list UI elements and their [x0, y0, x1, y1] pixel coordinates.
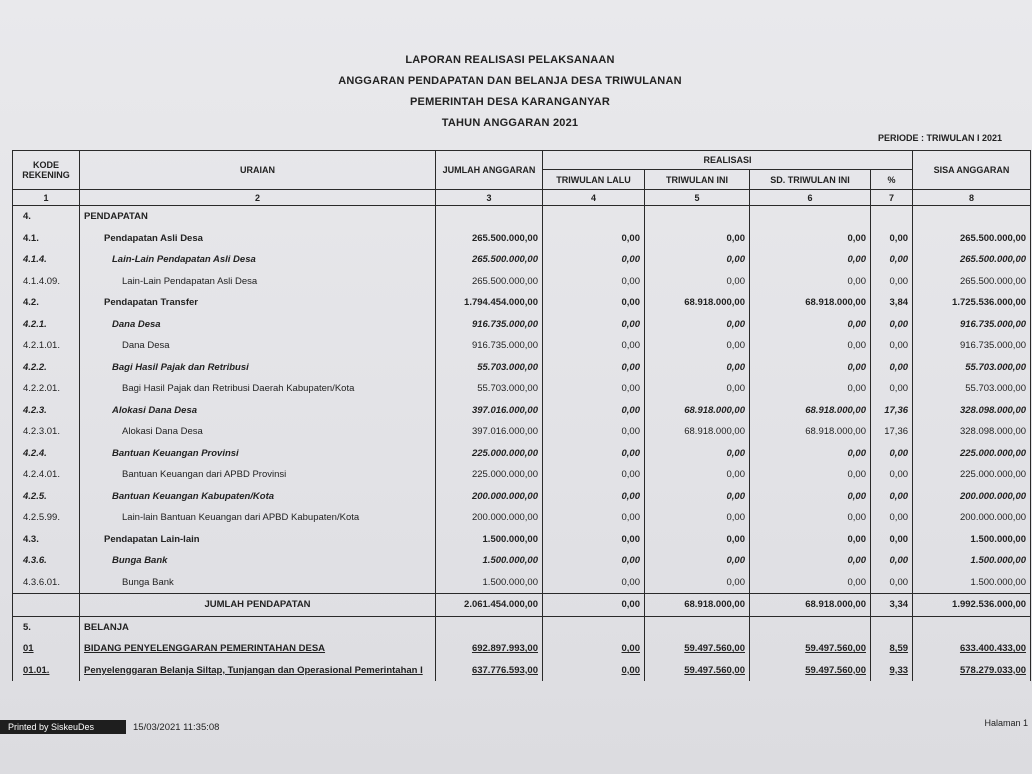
cell-jumlah: 225.000.000,00: [436, 464, 543, 486]
cell-lalu: 0,00: [543, 464, 645, 486]
cell-ini: 0,00: [645, 529, 750, 551]
cell-sisa: 200.000.000,00: [913, 507, 1031, 529]
periode-label: PERIODE : TRIWULAN I 2021: [877, 133, 1002, 143]
cell-sisa: 200.000.000,00: [913, 486, 1031, 508]
header-sd-triwulan-ini: SD. TRIWULAN INI: [750, 170, 871, 190]
table-row: [13, 464, 1031, 486]
cell-ini: 0,00: [645, 271, 750, 293]
cell-sd: 0,00: [750, 378, 871, 400]
cell-lalu: 0,00: [543, 292, 645, 314]
cell-sisa: 1.500.000,00: [913, 550, 1031, 572]
cell-ini: 0,00: [645, 550, 750, 572]
header-col-number: 6: [750, 190, 871, 206]
header-col-number: 4: [543, 190, 645, 206]
table-row: [13, 400, 1031, 422]
cell-lalu: 0,00: [543, 486, 645, 508]
cell-sisa: 265.500.000,00: [913, 249, 1031, 271]
cell-sd: 68.918.000,00: [750, 400, 871, 422]
cell-sd: 59.497.560,00: [750, 638, 871, 660]
cell-jumlah: 200.000.000,00: [436, 486, 543, 508]
cell-ini: 0,00: [645, 378, 750, 400]
cell-jumlah: 1.500.000,00: [436, 572, 543, 594]
cell-pct: 17,36: [871, 400, 913, 422]
cell-sd: 0,00: [750, 464, 871, 486]
cell-uraian: Bunga Bank: [80, 572, 436, 594]
cell-sd: 0,00: [750, 572, 871, 594]
cell-pct: 0,00: [871, 464, 913, 486]
cell-uraian: Bantuan Keuangan Kabupaten/Kota: [80, 486, 436, 508]
cell-pct: 0,00: [871, 228, 913, 250]
cell-pct: 0,00: [871, 507, 913, 529]
header-col-number: 8: [913, 190, 1031, 206]
cell-sd: 0,00: [750, 335, 871, 357]
cell-ini: 0,00: [645, 464, 750, 486]
cell-lalu: 0,00: [543, 507, 645, 529]
cell-uraian: Bunga Bank: [80, 550, 436, 572]
total-label: JUMLAH PENDAPATAN: [80, 594, 436, 617]
cell-uraian: PENDAPATAN: [80, 206, 436, 228]
cell-kode: 4.2.2.01.: [13, 378, 80, 400]
cell-pct: 0,00: [871, 335, 913, 357]
cell-sd: 0,00: [750, 249, 871, 271]
cell-uraian: Bantuan Keuangan dari APBD Provinsi: [80, 464, 436, 486]
header-realisasi: REALISASI: [543, 151, 913, 170]
cell-pct: 0,00: [871, 249, 913, 271]
cell-ini: 0,00: [645, 507, 750, 529]
total-sd: 68.918.000,00: [750, 594, 871, 617]
cell-sisa: 1.500.000,00: [913, 572, 1031, 594]
report-title-line-2: ANGGARAN PENDAPATAN DAN BELANJA DESA TRIWULANAN: [338, 75, 682, 87]
cell-jumlah: 1.794.454.000,00: [436, 292, 543, 314]
printed-at: 15/03/2021 11:35:08: [133, 722, 220, 733]
cell-sd: 59.497.560,00: [750, 660, 871, 682]
cell-kode: 01.01.: [13, 660, 80, 682]
cell-ini: 68.918.000,00: [645, 292, 750, 314]
cell-uraian: Dana Desa: [80, 314, 436, 336]
cell-jumlah: 397.016.000,00: [436, 421, 543, 443]
cell-ini: 0,00: [645, 335, 750, 357]
cell-pct: 0,00: [871, 378, 913, 400]
header-col-number: 1: [13, 190, 80, 206]
cell-kode: 4.1.4.09.: [13, 271, 80, 293]
cell-sd: 0,00: [750, 228, 871, 250]
header-triwulan-lalu: TRIWULAN LALU: [543, 170, 645, 190]
table-row: [13, 660, 1031, 682]
cell-uraian: Bagi Hasil Pajak dan Retribusi Daerah Kabupaten/Kota: [80, 378, 436, 400]
cell-jumlah: 397.016.000,00: [436, 400, 543, 422]
cell-sd: 0,00: [750, 507, 871, 529]
cell-kode: 5.: [13, 616, 80, 638]
cell-jumlah: 200.000.000,00: [436, 507, 543, 529]
cell-ini: [645, 206, 750, 228]
cell-ini: [645, 616, 750, 638]
cell-jumlah: 916.735.000,00: [436, 335, 543, 357]
report-title-line-4: TAHUN ANGGARAN 2021: [441, 117, 579, 129]
cell-kode: 4.2.5.99.: [13, 507, 80, 529]
cell-kode: 4.2.4.: [13, 443, 80, 465]
cell-pct: [871, 206, 913, 228]
table-row: [13, 550, 1031, 572]
cell-jumlah: 225.000.000,00: [436, 443, 543, 465]
cell-sisa: 55.703.000,00: [913, 378, 1031, 400]
page-number: Halaman 1: [984, 718, 1028, 728]
cell-lalu: 0,00: [543, 529, 645, 551]
header-col-number: 7: [871, 190, 913, 206]
cell-lalu: 0,00: [543, 271, 645, 293]
cell-uraian: Lain-Lain Pendapatan Asli Desa: [80, 271, 436, 293]
cell-uraian: Alokasi Dana Desa: [80, 421, 436, 443]
cell-kode: 4.2.1.: [13, 314, 80, 336]
cell-kode: 01: [13, 638, 80, 660]
cell-sd: 68.918.000,00: [750, 292, 871, 314]
cell-pct: 8,59: [871, 638, 913, 660]
cell-sd: 0,00: [750, 529, 871, 551]
table-row: [13, 421, 1031, 443]
total-sisa: 1.992.536.000,00: [913, 594, 1031, 617]
cell-sisa: 265.500.000,00: [913, 228, 1031, 250]
cell-sisa: 1.500.000,00: [913, 529, 1031, 551]
cell-sd: 0,00: [750, 271, 871, 293]
cell-kode: 4.2.3.01.: [13, 421, 80, 443]
cell-sd: 0,00: [750, 486, 871, 508]
table-row: [13, 228, 1031, 250]
cell-pct: 0,00: [871, 357, 913, 379]
report-title-line-1: LAPORAN REALISASI PELAKSANAAN: [405, 54, 615, 66]
cell-pct: 0,00: [871, 486, 913, 508]
table-row: [13, 378, 1031, 400]
cell-jumlah: 1.500.000,00: [436, 529, 543, 551]
cell-kode: 4.1.4.: [13, 249, 80, 271]
cell-uraian: Penyelenggaran Belanja Siltap, Tunjangan dan Operasional Pemerintahan I: [80, 660, 436, 682]
cell-sisa: 328.098.000,00: [913, 400, 1031, 422]
cell-sd: 0,00: [750, 357, 871, 379]
cell-kode: 4.2.4.01.: [13, 464, 80, 486]
cell-jumlah: [436, 616, 543, 638]
cell-uraian: BIDANG PENYELENGGARAN PEMERINTAHAN DESA: [80, 638, 436, 660]
cell-pct: 0,00: [871, 314, 913, 336]
cell-lalu: 0,00: [543, 660, 645, 682]
cell-pct: 0,00: [871, 572, 913, 594]
cell-uraian: Bantuan Keuangan Provinsi: [80, 443, 436, 465]
cell-sisa: 55.703.000,00: [913, 357, 1031, 379]
page-footer: [0, 718, 1032, 738]
cell-sisa: 1.725.536.000,00: [913, 292, 1031, 314]
cell-uraian: Alokasi Dana Desa: [80, 400, 436, 422]
cell-pct: 9,33: [871, 660, 913, 682]
cell-sisa: 328.098.000,00: [913, 421, 1031, 443]
table-row: [13, 507, 1031, 529]
cell-sisa: 578.279.033,00: [913, 660, 1031, 682]
table-row: [13, 638, 1031, 660]
cell-pct: 0,00: [871, 529, 913, 551]
cell-uraian: Pendapatan Transfer: [80, 292, 436, 314]
cell-kode: 4.2.5.: [13, 486, 80, 508]
table-row: [13, 292, 1031, 314]
cell-kode: 4.1.: [13, 228, 80, 250]
table-row: [13, 357, 1031, 379]
cell-lalu: 0,00: [543, 400, 645, 422]
cell-jumlah: 637.776.593,00: [436, 660, 543, 682]
cell-ini: 0,00: [645, 314, 750, 336]
header-sisa: SISA ANGGARAN: [913, 151, 1031, 190]
cell-pct: [871, 616, 913, 638]
cell-ini: 0,00: [645, 249, 750, 271]
table-row: [13, 206, 1031, 228]
cell-pct: 0,00: [871, 271, 913, 293]
header-triwulan-ini: TRIWULAN INI: [645, 170, 750, 190]
cell-sisa: 225.000.000,00: [913, 464, 1031, 486]
cell-kode: 4.2.2.: [13, 357, 80, 379]
cell-ini: 68.918.000,00: [645, 400, 750, 422]
cell-lalu: 0,00: [543, 638, 645, 660]
cell-kode: 4.: [13, 206, 80, 228]
cell-jumlah: 1.500.000,00: [436, 550, 543, 572]
cell-lalu: 0,00: [543, 314, 645, 336]
total-ini: 68.918.000,00: [645, 594, 750, 617]
cell-pct: 0,00: [871, 550, 913, 572]
cell-ini: 59.497.560,00: [645, 660, 750, 682]
table-row: [13, 486, 1031, 508]
header-col-number: 5: [645, 190, 750, 206]
cell-uraian: Pendapatan Asli Desa: [80, 228, 436, 250]
realisasi-table: [12, 150, 1031, 681]
cell-uraian: Lain-Lain Pendapatan Asli Desa: [80, 249, 436, 271]
table-row: [13, 572, 1031, 594]
table-row: [13, 529, 1031, 551]
cell-sd: [750, 616, 871, 638]
cell-jumlah: 265.500.000,00: [436, 228, 543, 250]
total-pendapatan: [13, 594, 1031, 617]
cell-sisa: 633.400.433,00: [913, 638, 1031, 660]
cell-lalu: 0,00: [543, 443, 645, 465]
cell-uraian: Dana Desa: [80, 335, 436, 357]
table-row: [13, 616, 1031, 638]
cell-sd: 0,00: [750, 443, 871, 465]
cell-sisa: 916.735.000,00: [913, 335, 1031, 357]
cell-kode: 4.2.1.01.: [13, 335, 80, 357]
total-lalu: 0,00: [543, 594, 645, 617]
cell-lalu: 0,00: [543, 550, 645, 572]
cell-kode: 4.2.: [13, 292, 80, 314]
table-row: [13, 271, 1031, 293]
cell-ini: 0,00: [645, 486, 750, 508]
cell-kode: 4.2.3.: [13, 400, 80, 422]
cell-sisa: 265.500.000,00: [913, 271, 1031, 293]
table-row: [13, 314, 1031, 336]
cell-sisa: [913, 206, 1031, 228]
cell-sisa: [913, 616, 1031, 638]
cell-ini: 0,00: [645, 357, 750, 379]
cell-jumlah: 692.897.993,00: [436, 638, 543, 660]
cell-lalu: 0,00: [543, 335, 645, 357]
report-title-line-3: PEMERINTAH DESA KARANGANYAR: [410, 96, 610, 108]
cell-ini: 68.918.000,00: [645, 421, 750, 443]
header-persen: %: [871, 170, 913, 190]
cell-pct: 3,84: [871, 292, 913, 314]
pendapatan-rows: [13, 206, 1031, 594]
table-row: [13, 249, 1031, 271]
cell-lalu: [543, 616, 645, 638]
cell-lalu: 0,00: [543, 421, 645, 443]
belanja-rows: [13, 616, 1031, 681]
report-title-block: [300, 50, 720, 134]
cell-jumlah: 55.703.000,00: [436, 378, 543, 400]
printed-by-label: Printed by SiskeuDes: [0, 720, 126, 734]
cell-kode: 4.3.: [13, 529, 80, 551]
cell-kode: 4.3.6.: [13, 550, 80, 572]
cell-lalu: 0,00: [543, 378, 645, 400]
header-col-number: 3: [436, 190, 543, 206]
cell-ini: 0,00: [645, 443, 750, 465]
cell-uraian: Bagi Hasil Pajak dan Retribusi: [80, 357, 436, 379]
cell-sisa: 916.735.000,00: [913, 314, 1031, 336]
total-jumlah: 2.061.454.000,00: [436, 594, 543, 617]
cell-sd: [750, 206, 871, 228]
cell-sd: 68.918.000,00: [750, 421, 871, 443]
header-kode: KODE REKENING: [13, 151, 80, 190]
cell-lalu: 0,00: [543, 572, 645, 594]
cell-ini: 0,00: [645, 228, 750, 250]
cell-pct: 0,00: [871, 443, 913, 465]
cell-jumlah: [436, 206, 543, 228]
cell-lalu: 0,00: [543, 228, 645, 250]
cell-kode: 4.3.6.01.: [13, 572, 80, 594]
cell-ini: 59.497.560,00: [645, 638, 750, 660]
header-col-number: 2: [80, 190, 436, 206]
cell-sd: 0,00: [750, 550, 871, 572]
cell-pct: 17,36: [871, 421, 913, 443]
cell-sisa: 225.000.000,00: [913, 443, 1031, 465]
cell-jumlah: 265.500.000,00: [436, 271, 543, 293]
cell-lalu: [543, 206, 645, 228]
cell-jumlah: 265.500.000,00: [436, 249, 543, 271]
cell-uraian: BELANJA: [80, 616, 436, 638]
cell-lalu: 0,00: [543, 249, 645, 271]
table-row: [13, 335, 1031, 357]
header-jumlah: JUMLAH ANGGARAN: [436, 151, 543, 190]
cell-uraian: Pendapatan Lain-lain: [80, 529, 436, 551]
header-uraian: URAIAN: [80, 151, 436, 190]
cell-jumlah: 55.703.000,00: [436, 357, 543, 379]
cell-lalu: 0,00: [543, 357, 645, 379]
table-row: [13, 443, 1031, 465]
cell-sd: 0,00: [750, 314, 871, 336]
cell-uraian: Lain-lain Bantuan Keuangan dari APBD Kabupaten/Kota: [80, 507, 436, 529]
total-kode: [13, 594, 80, 617]
total-row: [13, 594, 1031, 617]
cell-ini: 0,00: [645, 572, 750, 594]
total-pct: 3,34: [871, 594, 913, 617]
cell-jumlah: 916.735.000,00: [436, 314, 543, 336]
